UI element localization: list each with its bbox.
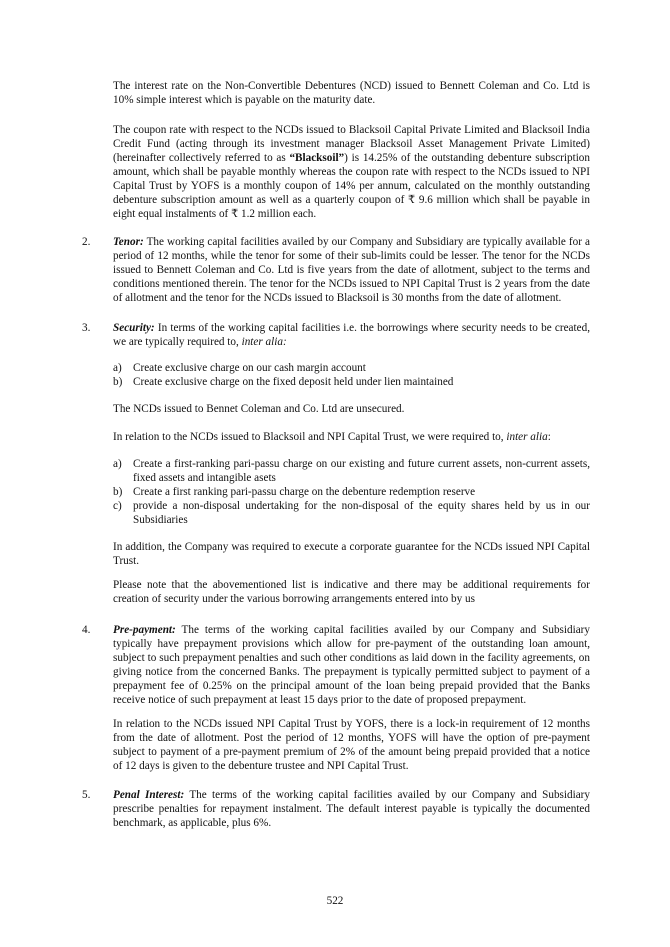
list-text: Create a first ranking pari-passu charge on the debenture redemption reserve: [133, 486, 476, 498]
list-item: [113, 457, 590, 485]
relation-inter-alia: inter alia: [506, 431, 548, 443]
paragraph-blacksoil-npi-requirements: [113, 430, 590, 444]
paragraph-indicative-note: Please note that the abovementioned list is indicative and there may be additional requirements for creation of security under the various borrowing arrangements entered into by us: [113, 579, 590, 605]
list-item: [113, 499, 590, 527]
list-label: a): [113, 458, 122, 470]
section-prepayment: [113, 623, 590, 707]
relation-colon: :: [547, 431, 551, 443]
section-heading-penal-interest: Penal Interest:: [113, 789, 185, 801]
section-tenor: [113, 235, 590, 305]
section-number-5: 5.: [82, 789, 91, 801]
security-text: In terms of the working capital facilities i.e. the borrowings where security needs to be created, we are typically required to,: [113, 322, 590, 348]
section-heading-security: Security:: [113, 322, 155, 334]
paragraph-unsecured: The NCDs issued to Bennet Coleman and Co. Ltd are unsecured.: [113, 403, 405, 415]
relation-text: In relation to the NCDs issued to Blacksoil and NPI Capital Trust, we were required to,: [113, 431, 507, 443]
list-label: a): [113, 362, 122, 374]
blacksoil-defined-term: “Blacksoil”: [289, 152, 345, 164]
section-security: [113, 321, 590, 349]
section-number-4: 4.: [82, 624, 91, 636]
paragraph-corporate-guarantee: In addition, the Company was required to execute a corporate guarantee for the NCDs issued NPI Capital Trust.: [113, 541, 590, 567]
paragraph-ncd-interest-rate: The interest rate on the Non-Convertible Debentures (NCD) issued to Bennett Coleman and Co. Ltd is 10% simple interest which is payable on the maturity date.: [113, 80, 590, 106]
prepayment-text: The terms of the working capital facilities availed by our Company and Subsidiary typically have prepayment provisions which allow for pre-payment of the outstanding loan amount, subject to such prepayment penalties and such other conditions as laid down in the facility agreements, on giving notice from the concerned Banks. The prepayment is typically permitted subject to payment of a prepayment fee of 0.25% on the principal amount of the loan being prepaid provided that the Banks receive notice of such prepayment at least 15 days prior to the date of proposed prepayment.: [113, 624, 590, 706]
list-item: [113, 485, 590, 499]
penal-interest-text: The terms of the working capital facilities availed by our Company and Subsidiary prescribe penalties for repayment instalment. The default interest payable is typically the documented benchmark, as applicable, plus 6%.: [113, 789, 590, 829]
paragraph-coupon-rate: [113, 123, 590, 221]
list-text: Create exclusive charge on the fixed deposit held under lien maintained: [133, 376, 454, 388]
list-text: Create exclusive charge on our cash margin account: [133, 362, 366, 374]
list-item: [113, 361, 590, 375]
section-heading-tenor: Tenor:: [113, 236, 144, 248]
list-label: c): [113, 500, 122, 512]
section-penal-interest: [113, 788, 590, 830]
tenor-text: The working capital facilities availed by our Company and Subsidiary are typically available for a period of 12 months, while the tenor for some of their sub-limits could be lesser. The tenor for the NCDs issued to Bennett Coleman and Co. Ltd is five years from the date of allotment, subject to the terms and conditions mentioned therein. The tenor for the NCDs issued to NPI Capital Trust is 2 years from the date of allotment and the tenor for the NCDs issued to Blacksoil is 30 months from the date of allotment.: [113, 236, 590, 304]
section-number-3: 3.: [82, 322, 91, 334]
section-heading-prepayment: Pre-payment:: [113, 624, 176, 636]
coupon-text-end: ) is 14.25% of the outstanding debenture subscription amount, which shall be payable monthly whereas the coupon rate with respect to the NCDs issued to NPI Capital Trust by YOFS is a monthly coupon of 14% per annum, calculated on the monthly outstanding debenture subscription amount as well as a quarterly coupon of ₹ 9.6 million which shall be payable in eight equal instalments of ₹ 1.2 million each.: [113, 152, 590, 220]
list-item: [113, 375, 590, 389]
section-number-2: 2.: [82, 236, 91, 248]
list-label: b): [113, 486, 123, 498]
list-text: provide a non-disposal undertaking for the non-disposal of the equity shares held by us in our Subsidiaries: [133, 500, 590, 526]
security-inter-alia: inter alia:: [241, 336, 287, 348]
page-number: 522: [326, 895, 344, 907]
paragraph-yofs-lockin: In relation to the NCDs issued NPI Capital Trust by YOFS, there is a lock-in requirement of 12 months from the date of allotment. Post the period of 12 months, YOFS will have the option of pre-payment subject to payment of a pre-payment premium of 2% of the amount being prepaid provided that a notice of 12 days is given to the debenture trustee and NPI Capital Trust.: [113, 718, 590, 772]
coupon-text-start: The coupon rate with respect to the NCDs issued to Blacksoil Capital Private Limited and Blacksoil India Credit Fund (acting through its investment manager Blacksoil Asset Management Private Limited) (hereinafter collectively referred to as: [113, 124, 590, 164]
list-label: b): [113, 376, 123, 388]
list-text: Create a first-ranking pari-passu charge on our existing and future current assets, non-current assets, fixed assets and intangible asets: [133, 458, 590, 484]
